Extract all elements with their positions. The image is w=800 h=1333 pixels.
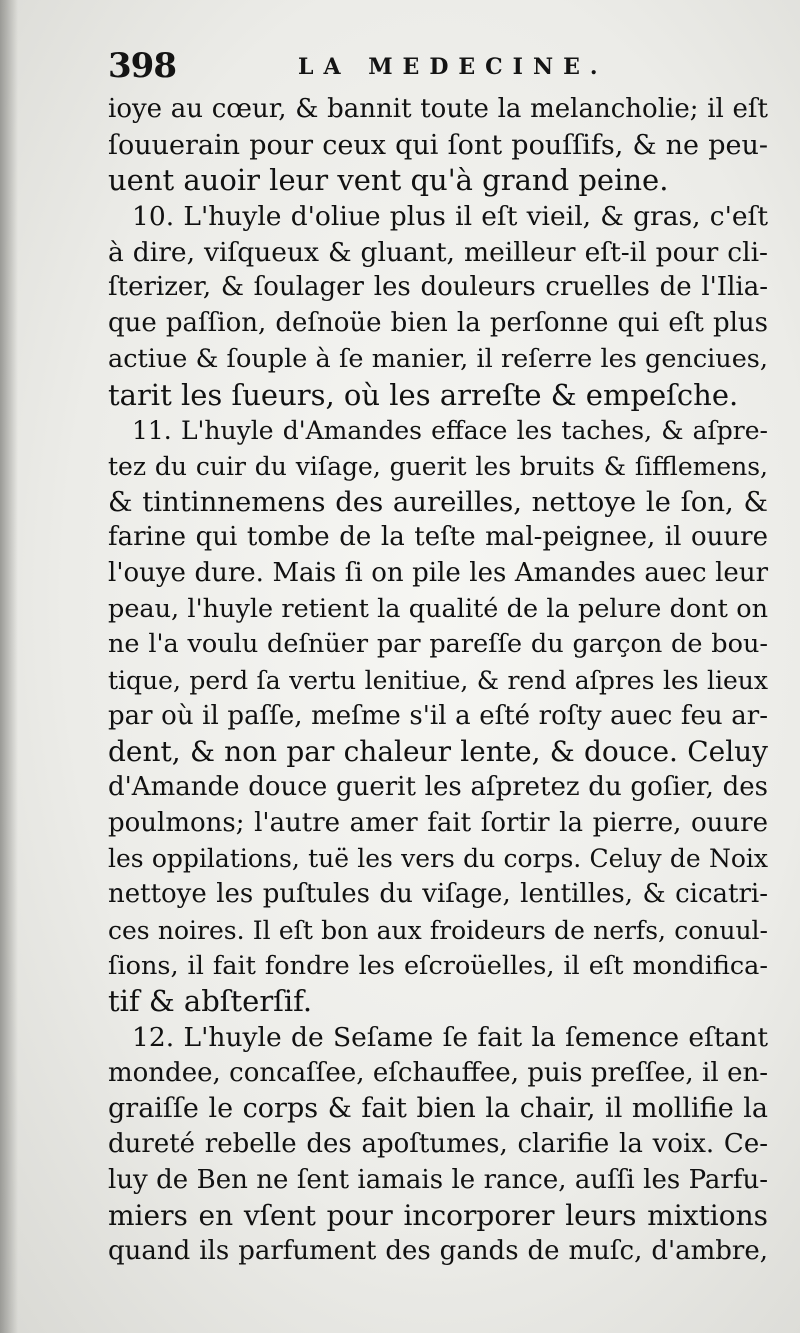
page-number: 398 bbox=[108, 46, 176, 86]
text-line: ſouuerain pour ceux qui ſont pouſſifs, & ne peu- bbox=[108, 129, 768, 161]
text-line: poulmons; l'autre amer fait ſortir la pierre, ouure bbox=[108, 807, 768, 838]
text-line: d'Amande douce guerit les aſpretez du goſier, des bbox=[108, 772, 768, 803]
text-line: nettoye les puſtules du viſage, lentilles, & cicatri- bbox=[108, 879, 768, 910]
text-line: tez du cuir du viſage, guerit les bruits & ſifflemens, bbox=[108, 451, 768, 481]
text-line: tique, perd ſa vertu lenitiue, & rend aſpres les lieux bbox=[108, 666, 768, 695]
text-line: ſterizer, & ſoulager les douleurs cruelles de l'Ilia- bbox=[108, 272, 768, 303]
text-line: luy de Ben ne ſent iamais le rance, auſſi les Parfu- bbox=[108, 1164, 768, 1195]
text-line: dureté rebelle des apoſtumes, clarifie la voix. Ce- bbox=[108, 1128, 768, 1159]
text-line: 11. L'huyle d'Amandes efface les taches, & aſpre- bbox=[132, 416, 768, 446]
text-line: ne l'a voulu deſnüer par pareſſe du garçon de bou- bbox=[108, 629, 768, 660]
text-line: l'ouye dure. Mais ſi on pile les Amandes auec leur bbox=[108, 557, 768, 588]
text-line: farine qui tombe de la teſte mal-peignee, il ouure bbox=[108, 522, 768, 553]
text-line: miers en vſent pour incorporer leurs mixtions bbox=[108, 1199, 768, 1233]
text-line: ces noires. Il eſt bon aux froideurs de nerfs, conuul- bbox=[108, 915, 768, 945]
text-line: par où il paſſe, meſme s'il a eſté roſty auec feu ar- bbox=[108, 700, 768, 731]
text-line: actiue & ſouple à ſe manier, il reſerre les genciues, bbox=[108, 343, 768, 374]
text-line: peau, l'huyle retient la qualité de la pelure dont on bbox=[108, 593, 768, 624]
running-head: LA MEDECINE. bbox=[298, 54, 608, 80]
text-line: tarit les ſueurs, où les arreſte & empeſche. bbox=[108, 377, 739, 412]
text-line: & tintinnemens des aureilles, nettoye le ſon, & bbox=[108, 485, 768, 518]
text-line: quand ils parfument des gands de muſc, d'ambre, bbox=[108, 1236, 768, 1266]
text-line: ioye au cœur, & bannit toute la melancholie; il eſt bbox=[108, 94, 768, 124]
text-line: que paſſion, deſnoüe bien la perſonne qui eſt plus bbox=[108, 308, 768, 339]
text-line: ſions, il fait fondre les eſcroüelles, il eſt mondifica- bbox=[108, 950, 768, 981]
body-text bbox=[108, 92, 768, 1270]
text-line: uent auoir leur vent qu'à grand peine. bbox=[108, 163, 669, 198]
text-line: 12. L'huyle de Seſame ſe fait la ſemence eſtant bbox=[132, 1021, 768, 1053]
text-line: tif & abſterſif. bbox=[108, 984, 313, 1019]
text-line: dent, & non par chaleur lente, & douce. Celuy bbox=[108, 735, 768, 769]
text-line: mondee, concaſſee, eſchauffee, puis preſſee, il en- bbox=[108, 1057, 768, 1088]
text-line: à dire, viſqueux & gluant, meilleur eſt-il pour cli- bbox=[108, 236, 768, 268]
text-line: graiſſe le corps & fait bien la chair, il mollifie la bbox=[108, 1093, 768, 1125]
binding-shadow bbox=[0, 0, 18, 1333]
page-header bbox=[108, 46, 768, 90]
text-line: 10. L'huyle d'oliue plus il eſt vieil, & gras, c'eſt bbox=[132, 201, 768, 233]
text-line: les oppilations, tuë les vers du corps. Celuy de Noix bbox=[108, 844, 768, 874]
